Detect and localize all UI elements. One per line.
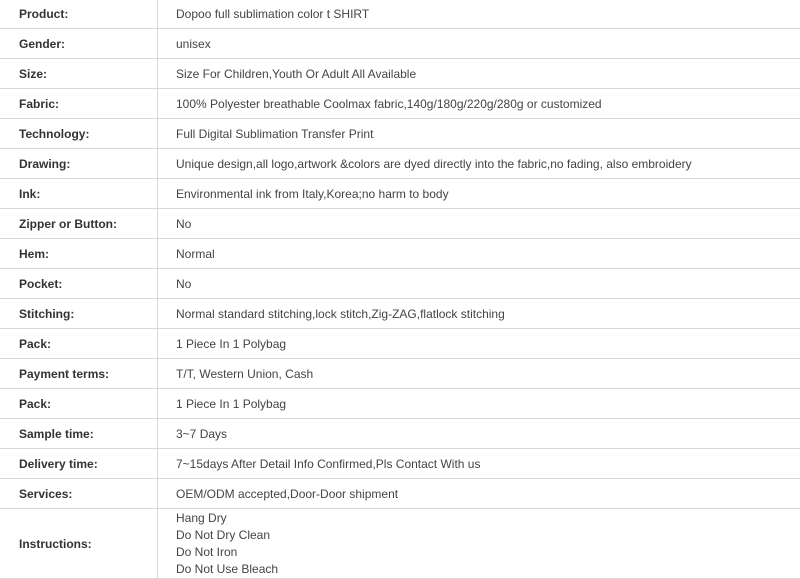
- spec-label: Ink:: [0, 179, 158, 209]
- spec-value: 100% Polyester breathable Coolmax fabric,140g/180g/220g/280g or customized: [158, 89, 800, 119]
- spec-row-payment-terms: [0, 359, 800, 389]
- spec-row-hem: [0, 239, 800, 269]
- spec-row-pack: [0, 329, 800, 359]
- spec-value: T/T, Western Union, Cash: [158, 359, 800, 389]
- spec-value: Normal: [158, 239, 800, 269]
- spec-row-technology: [0, 119, 800, 149]
- spec-label: Services:: [0, 479, 158, 509]
- spec-label: Stitching:: [0, 299, 158, 329]
- spec-row-ink: [0, 179, 800, 209]
- spec-row-fabric: [0, 89, 800, 119]
- spec-value: No: [158, 269, 800, 299]
- spec-value: OEM/ODM accepted,Door-Door shipment: [158, 479, 800, 509]
- spec-label: Sample time:: [0, 419, 158, 449]
- spec-row-size: [0, 59, 800, 89]
- instruction-line: Do Not Use Bleach: [176, 561, 800, 578]
- spec-value: Dopoo full sublimation color t SHIRT: [158, 0, 800, 29]
- spec-label: Technology:: [0, 119, 158, 149]
- spec-label: Pocket:: [0, 269, 158, 299]
- spec-row-pocket: [0, 269, 800, 299]
- spec-row-pack-2: [0, 389, 800, 419]
- spec-label: Pack:: [0, 389, 158, 419]
- spec-value: Normal standard stitching,lock stitch,Zig-ZAG,flatlock stitching: [158, 299, 800, 329]
- spec-row-drawing: [0, 149, 800, 179]
- spec-value: Size For Children,Youth Or Adult All Available: [158, 59, 800, 89]
- instruction-line: Do Not Iron: [176, 544, 800, 561]
- spec-label: Payment terms:: [0, 359, 158, 389]
- spec-row-zipper-or-button: [0, 209, 800, 239]
- spec-value: unisex: [158, 29, 800, 59]
- spec-label: Gender:: [0, 29, 158, 59]
- spec-value: Environmental ink from Italy,Korea;no harm to body: [158, 179, 800, 209]
- spec-row-instructions: [0, 509, 800, 579]
- spec-value: Unique design,all logo,artwork &colors are dyed directly into the fabric,no fading, also embroidery: [158, 149, 800, 179]
- spec-label: Instructions:: [0, 509, 158, 579]
- spec-value: Full Digital Sublimation Transfer Print: [158, 119, 800, 149]
- spec-label: Zipper or Button:: [0, 209, 158, 239]
- spec-label: Drawing:: [0, 149, 158, 179]
- spec-value: 1 Piece In 1 Polybag: [158, 389, 800, 419]
- instruction-line: Hang Dry: [176, 510, 800, 527]
- spec-value: No: [158, 209, 800, 239]
- spec-label: Delivery time:: [0, 449, 158, 479]
- spec-label: Product:: [0, 0, 158, 29]
- spec-label: Size:: [0, 59, 158, 89]
- instruction-line: Do Not Dry Clean: [176, 527, 800, 544]
- spec-row-product: [0, 0, 800, 29]
- spec-value: 1 Piece In 1 Polybag: [158, 329, 800, 359]
- spec-label: Hem:: [0, 239, 158, 269]
- spec-label: Fabric:: [0, 89, 158, 119]
- spec-row-stitching: [0, 299, 800, 329]
- spec-row-gender: [0, 29, 800, 59]
- instructions-list: [158, 509, 800, 579]
- spec-value: 7~15days After Detail Info Confirmed,Pls Contact With us: [158, 449, 800, 479]
- spec-row-delivery-time: [0, 449, 800, 479]
- spec-label: Pack:: [0, 329, 158, 359]
- spec-row-sample-time: [0, 419, 800, 449]
- spec-value: 3~7 Days: [158, 419, 800, 449]
- spec-row-services: [0, 479, 800, 509]
